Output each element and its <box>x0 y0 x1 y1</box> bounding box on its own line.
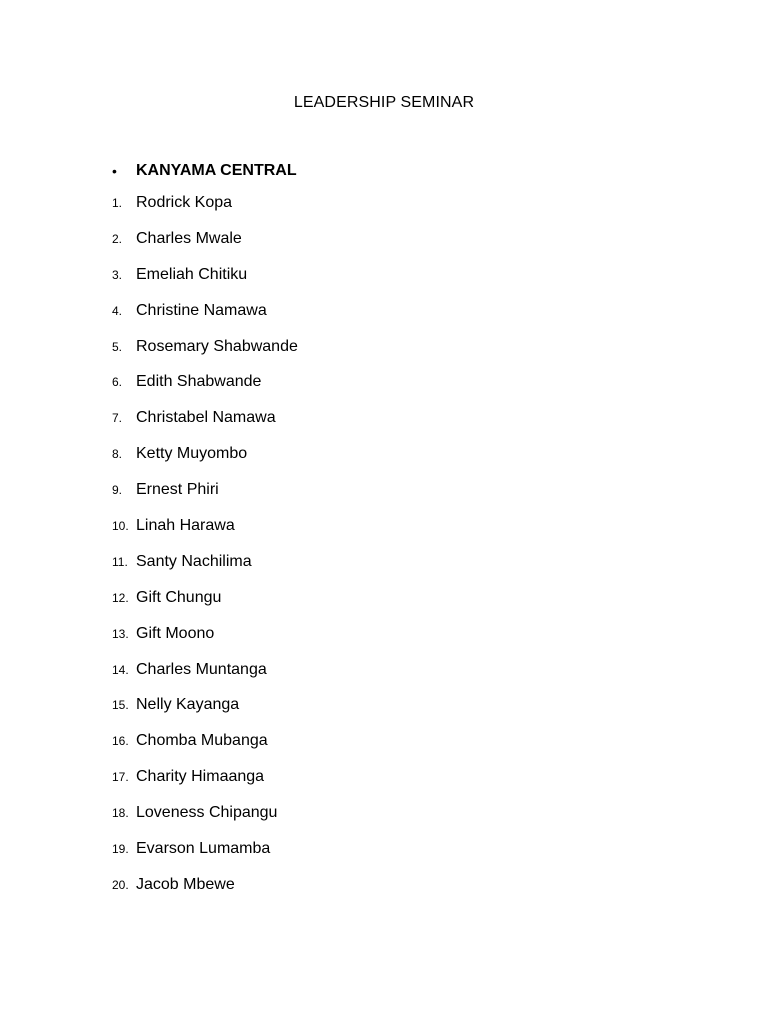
list-item-number: 6. <box>112 375 123 390</box>
list-item-name: Ernest Phiri <box>136 481 219 499</box>
list-item <box>112 338 298 374</box>
list-item <box>112 625 298 661</box>
list-item-name: Loveness Chipangu <box>136 804 278 822</box>
list-item-number: 9. <box>112 483 123 498</box>
list-item-number: 11. <box>112 554 128 569</box>
list-item-name: Rodrick Kopa <box>136 194 233 211</box>
list-item-number: 5. <box>112 339 123 354</box>
list-item-number: 15. <box>112 698 129 713</box>
list-item <box>112 194 298 230</box>
list-item-name: Gift Moono <box>136 624 215 642</box>
list-item-number: 17. <box>112 770 129 785</box>
list-item-name: Nelly Kayanga <box>136 696 240 714</box>
list-item-name: Charles Muntanga <box>136 660 267 678</box>
list-item-name: Jacob Mbewe <box>136 875 235 893</box>
list-item-name: Emeliah Chitiku <box>136 265 248 283</box>
list-item-number: 3. <box>112 267 123 282</box>
list-item <box>112 230 298 266</box>
list-item <box>112 266 298 302</box>
list-item-number: 4. <box>112 303 123 318</box>
list-item-number: 10. <box>112 519 129 534</box>
list-item <box>112 696 298 732</box>
list-item <box>112 589 298 625</box>
list-item-name: Ketty Muyombo <box>136 445 248 463</box>
list-item <box>112 661 298 697</box>
member-list <box>112 194 298 912</box>
list-item <box>112 768 298 804</box>
bullet-marker: • <box>112 163 117 179</box>
list-item <box>112 732 298 768</box>
list-item-name: Santy Nachilima <box>136 552 252 570</box>
list-item <box>112 553 298 589</box>
list-item-name: Rosemary Shabwande <box>136 337 298 355</box>
section-title: KANYAMA CENTRAL <box>136 162 297 179</box>
list-item-number: 2. <box>112 231 123 246</box>
list-item-name: Linah Harawa <box>136 517 235 535</box>
list-item-number: 16. <box>112 734 129 749</box>
list-item-name: Edith Shabwande <box>136 373 262 391</box>
list-item-number: 18. <box>112 806 129 821</box>
list-item-name: Chomba Mubanga <box>136 732 268 750</box>
list-item <box>112 804 298 840</box>
list-item-name: Evarson Lumamba <box>136 840 271 858</box>
list-item-number: 20. <box>112 877 129 892</box>
list-item-name: Christabel Namawa <box>136 409 276 427</box>
list-item-number: 12. <box>112 590 129 605</box>
list-item-number: 19. <box>112 842 129 857</box>
list-item-number: 7. <box>112 411 123 426</box>
list-item <box>112 373 298 409</box>
list-item-number: 13. <box>112 626 129 641</box>
section-heading <box>112 160 297 182</box>
list-item <box>112 517 298 553</box>
list-item <box>112 409 298 445</box>
list-item <box>112 302 298 338</box>
list-item-name: Christine Namawa <box>136 301 267 319</box>
list-item-number: 1. <box>112 196 123 210</box>
list-item <box>112 445 298 481</box>
list-item-name: Charity Himaanga <box>136 768 265 786</box>
list-item <box>112 876 298 912</box>
list-item-name: Charles Mwale <box>136 229 242 247</box>
list-item <box>112 840 298 876</box>
list-item-name: Gift Chungu <box>136 588 222 606</box>
list-item <box>112 481 298 517</box>
list-item-number: 8. <box>112 447 123 462</box>
document-title: LEADERSHIP SEMINAR <box>293 94 475 111</box>
list-item-number: 14. <box>112 662 129 677</box>
